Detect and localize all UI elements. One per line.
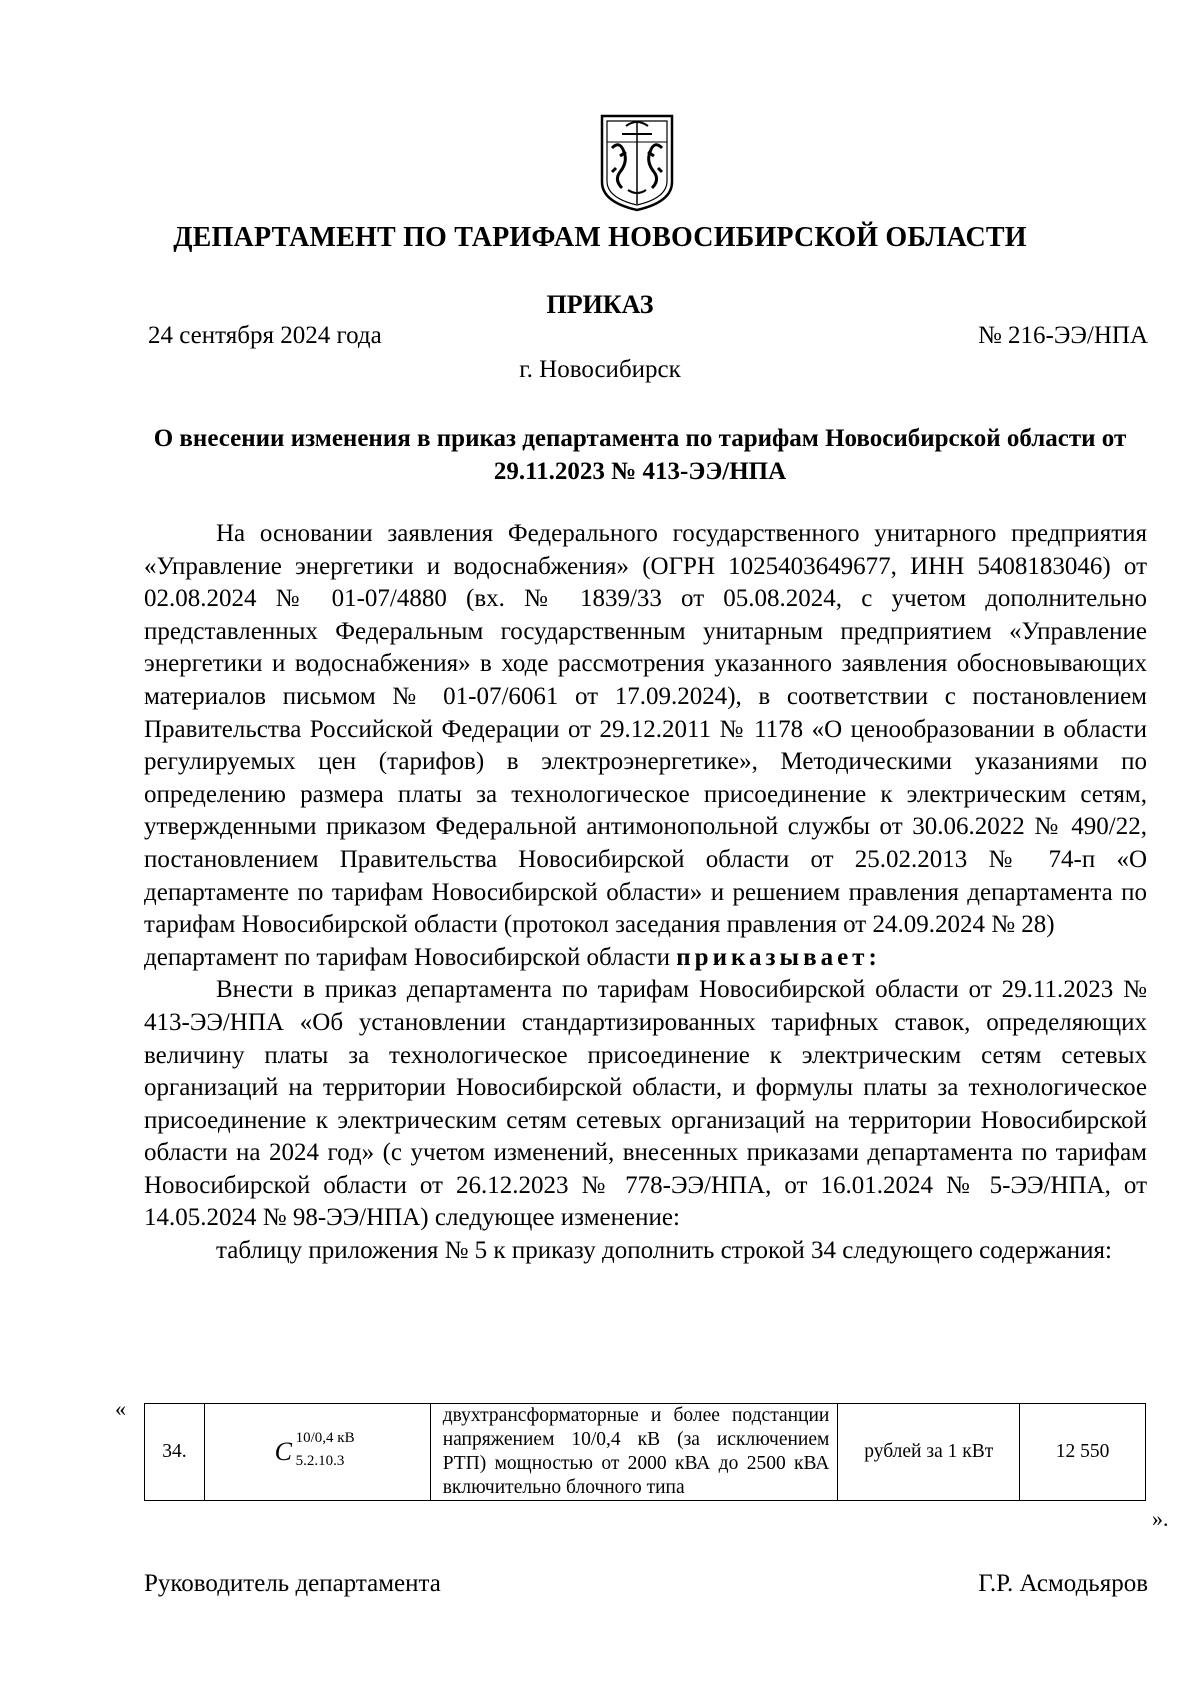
document-date: 24 сентября 2024 года (148, 322, 382, 349)
table-row (145, 1404, 1146, 1501)
table-close-quote: ». (1152, 1506, 1169, 1531)
formula-superscript: 10/0,4 кВ (295, 1430, 355, 1446)
order-verb: приказывает: (676, 943, 881, 971)
formula-base: C (274, 1437, 292, 1466)
inserted-row-table (144, 1403, 1147, 1501)
department-title: ДЕПАРТАМЕНТ ПО ТАРИФАМ НОВОСИБИРСКОЙ ОБЛАСТИ (173, 222, 1027, 253)
formula-subscript: 5.2.10.3 (295, 1453, 345, 1469)
row-number-cell: 34. (145, 1404, 205, 1501)
signer-name: Г.Р. Асмодьяров (978, 1570, 1148, 1597)
description-cell: двухтрансформаторные и более подстанции напряжением 10/0,4 кВ (за исключением РТП) мощностью от 2000 кВА до 2500 кВА включительно блочного типа (430, 1404, 838, 1501)
unit-cell: рублей за 1 кВт (838, 1404, 1020, 1501)
paragraph-amendment: Внести в приказ департамента по тарифам Новосибирской области от 29.11.2023 № 413-ЭЭ/НПА «Об установлении стандартизированных тарифных ставок, определяющих величину платы за технологическое присоединение к электрическим сетям сетевых организаций на территории Новосибирской области, и формулы платы за технологическое присоединение к электрическим сетям сетевых организаций на территории Новосибирской области на 2024 год» (с учетом изменений, внесенных приказами департамента по тарифам Новосибирской области от 26.12.2023 № 778-ЭЭ/НПА, от 16.01.2024 № 5-ЭЭ/НПА, от 14.05.2024 № 98-ЭЭ/НПА) следующее изменение: (144, 976, 1147, 1232)
signer-position: Руководитель департамента (144, 1570, 441, 1597)
tariff-formula (274, 1430, 360, 1469)
document-type: ПРИКАЗ (546, 290, 654, 319)
formula-cell (204, 1404, 430, 1501)
paragraph-table-instruction: таблицу приложения № 5 к приказу дополнить строкой 34 следующего содержания: (216, 1237, 1112, 1265)
value-cell: 12 550 (1020, 1404, 1146, 1501)
paragraph-basis: На основании заявления Федерального государственного унитарного предприятия «Управление энергетики и водоснабжения» (ОГРН 1025403649677, ИНН 5408183046) от 02.08.2024 № 01-07/4880 (вх. № 1839/33 от 05.08.2024, с учетом дополнительно представленных Федеральным государственным унитарным предприятием «Управление энергетики и водоснабжения» в ходе рассмотрения указанного заявления обосновывающих материалов письмом № 01-07/6061 от 17.09.2024), в соответствии с постановлением Правительства Российской Федерации от 29.12.2011 № 1178 «О ценообразовании в области регулируемых цен (тарифов) в электроэнергетике», Методическими указаниями по определению размера платы за технологическое присоединение к электрическим сетям, утвержденными приказом Федеральной антимонопольной службы от 30.06.2022 № 490/22, постановлением Правительства Новосибирской области от 25.02.2013 № 74-п «О департаменте по тарифам Новосибирской области» и решением правления департамента по тарифам Новосибирской области (протокол заседания правления от 24.09.2024 № 28) (144, 520, 1147, 939)
coat-of-arms-emblem (598, 112, 676, 212)
document-number: № 216-ЭЭ/НПА (977, 322, 1148, 349)
document-subject: О внесении изменения в приказ департамента по тарифам Новосибирской области от 29.11.2023 № 413-ЭЭ/НПА (153, 425, 1127, 485)
table-open-quote: « (115, 1396, 126, 1421)
paragraph-order-lead (144, 942, 1147, 975)
document-body (144, 518, 1147, 1268)
order-lead-text: департамент по тарифам Новосибирской области (144, 943, 671, 971)
document-city: г. Новосибирск (519, 356, 681, 383)
